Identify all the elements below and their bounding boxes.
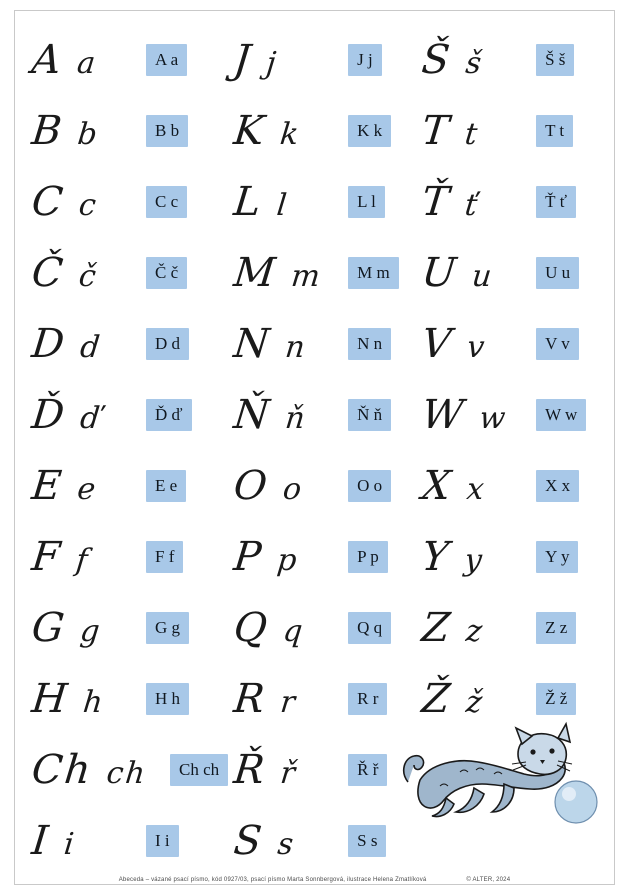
cursive-lowercase: i: [62, 826, 78, 862]
letter-cell: [228, 237, 416, 308]
print-letter-chip: G g: [146, 612, 189, 644]
print-letter-chip: T t: [536, 115, 573, 147]
cursive-lowercase: ď: [78, 400, 104, 436]
print-letter-chip: Ž ž: [536, 683, 576, 715]
cursive-lowercase: y: [462, 542, 486, 578]
cursive-lowercase: q: [281, 613, 307, 649]
print-letter-chip: C c: [146, 186, 187, 218]
cursive-uppercase: O: [231, 462, 272, 509]
cursive-uppercase: Ď: [29, 391, 69, 438]
print-letter-chip: S s: [348, 825, 386, 857]
cursive-lowercase: w: [477, 400, 510, 436]
cursive-lowercase: g: [78, 613, 104, 649]
print-letter-chip: B b: [146, 115, 188, 147]
letter-cell: [26, 805, 228, 876]
cursive-uppercase: R: [231, 675, 269, 722]
cursive-lowercase: a: [75, 45, 99, 81]
cursive-letter: [419, 178, 528, 225]
cursive-letter: [419, 107, 528, 154]
cursive-letter: [29, 746, 162, 793]
cursive-letter: [29, 604, 138, 651]
cursive-letter: [419, 36, 528, 83]
cursive-letter: [231, 391, 340, 438]
letter-cell: [26, 663, 228, 734]
cursive-uppercase: T: [419, 107, 454, 154]
cursive-lowercase: s: [276, 826, 298, 862]
print-letter-chip: K k: [348, 115, 391, 147]
cursive-lowercase: v: [465, 329, 489, 365]
cursive-letter: [231, 107, 340, 154]
letter-cell: [26, 166, 228, 237]
cursive-letter: [419, 462, 528, 509]
letter-cell: [228, 24, 416, 95]
cat-with-ball-illustration: [400, 718, 600, 828]
cursive-letter: [29, 533, 138, 580]
cursive-uppercase: K: [231, 107, 269, 154]
print-letter-chip: X x: [536, 470, 579, 502]
cursive-letter: [231, 817, 340, 864]
print-letter-chip: Ch ch: [170, 754, 228, 786]
cursive-uppercase: N: [231, 320, 274, 367]
print-letter-chip: P p: [348, 541, 388, 573]
cursive-lowercase: k: [278, 116, 303, 152]
cursive-lowercase: t: [463, 116, 482, 152]
letter-cell: [416, 379, 604, 450]
letter-cell: [228, 379, 416, 450]
letter-cell: [228, 166, 416, 237]
cursive-letter: [231, 746, 340, 793]
cursive-lowercase: č: [77, 258, 100, 294]
letter-cell: [416, 450, 604, 521]
cursive-letter: [29, 249, 138, 296]
print-letter-chip: Ď ď: [146, 399, 192, 431]
cursive-uppercase: F: [29, 533, 65, 580]
cursive-letter: [29, 36, 138, 83]
letter-cell: [26, 592, 228, 663]
cursive-uppercase: S: [231, 817, 266, 864]
cursive-letter: [29, 817, 138, 864]
print-letter-chip: Y y: [536, 541, 578, 573]
cursive-lowercase: m: [289, 258, 324, 294]
cursive-lowercase: ch: [104, 755, 149, 791]
cursive-letter: [29, 391, 138, 438]
cursive-uppercase: W: [419, 391, 468, 438]
cursive-uppercase: X: [419, 462, 455, 509]
print-letter-chip: L l: [348, 186, 385, 218]
letter-cell: [416, 308, 604, 379]
cursive-lowercase: b: [75, 116, 101, 152]
cursive-uppercase: Ř: [231, 746, 269, 793]
cursive-letter: [231, 604, 340, 651]
poster-footer: [0, 877, 629, 883]
letter-cell: [228, 95, 416, 166]
cursive-uppercase: V: [419, 320, 456, 367]
print-letter-chip: A a: [146, 44, 187, 76]
cursive-uppercase: Ť: [419, 178, 454, 225]
print-letter-chip: Š š: [536, 44, 574, 76]
letter-cell: [26, 521, 228, 592]
cursive-letter: [419, 320, 528, 367]
cursive-uppercase: Z: [419, 604, 455, 651]
print-letter-chip: H h: [146, 683, 189, 715]
letter-cell: [416, 95, 604, 166]
letter-cell: [228, 734, 416, 805]
print-letter-chip: R r: [348, 683, 387, 715]
cursive-uppercase: Y: [419, 533, 453, 580]
cursive-lowercase: c: [77, 187, 100, 223]
letter-cell: [26, 450, 228, 521]
letter-cell: [416, 237, 604, 308]
letter-cell: [416, 521, 604, 592]
cursive-lowercase: š: [463, 45, 486, 81]
letter-cell: [26, 308, 228, 379]
cursive-uppercase: Č: [29, 249, 68, 296]
footer-credit: Abeceda – vázané psací písmo, kód 0927/03, psací písmo Marta Sonnbergová, ilustrace Helena Zmatlíková: [118, 877, 427, 883]
letter-cell: [228, 592, 416, 663]
cursive-uppercase: Ž: [419, 675, 455, 722]
print-letter-chip: J j: [348, 44, 382, 76]
cursive-lowercase: p: [275, 542, 301, 578]
print-letter-chip: I i: [146, 825, 179, 857]
letter-cell: [416, 24, 604, 95]
cursive-lowercase: o: [281, 471, 306, 507]
letter-cell: [26, 379, 228, 450]
print-letter-chip: V v: [536, 328, 579, 360]
print-letter-chip: E e: [146, 470, 186, 502]
print-letter-chip: Z z: [536, 612, 576, 644]
cursive-lowercase: ž: [464, 684, 486, 720]
cursive-letter: [419, 533, 528, 580]
cursive-lowercase: f: [74, 542, 92, 578]
cursive-letter: [419, 604, 528, 651]
cursive-lowercase: ť: [463, 187, 482, 223]
print-letter-chip: M m: [348, 257, 399, 289]
cursive-letter: [231, 178, 340, 225]
cursive-uppercase: H: [29, 675, 72, 722]
cursive-uppercase: J: [231, 36, 255, 83]
cursive-lowercase: e: [75, 471, 100, 507]
cursive-lowercase: h: [81, 684, 107, 720]
cursive-letter: [231, 675, 340, 722]
cursive-letter: [29, 178, 138, 225]
cursive-lowercase: z: [464, 613, 486, 649]
footer-copyright: © ALTER, 2024: [466, 877, 511, 883]
cursive-lowercase: n: [283, 329, 309, 365]
cursive-lowercase: d: [78, 329, 104, 365]
letter-cell: [26, 237, 228, 308]
cursive-letter: [231, 462, 340, 509]
cursive-letter: [419, 249, 528, 296]
letter-cell: [228, 450, 416, 521]
cursive-letter: [29, 462, 138, 509]
cursive-uppercase: B: [29, 107, 66, 154]
cursive-letter: [29, 675, 138, 722]
letter-cell: [228, 308, 416, 379]
cursive-lowercase: ř: [278, 755, 299, 791]
cursive-uppercase: Š: [419, 36, 454, 83]
print-letter-chip: Ť ť: [536, 186, 576, 218]
cursive-uppercase: E: [29, 462, 66, 509]
cursive-lowercase: u: [470, 258, 496, 294]
print-letter-chip: F f: [146, 541, 183, 573]
cursive-lowercase: r: [278, 684, 299, 720]
cursive-letter: [231, 249, 340, 296]
print-letter-chip: N n: [348, 328, 391, 360]
cursive-uppercase: U: [419, 249, 461, 296]
cursive-lowercase: l: [275, 187, 291, 223]
cursive-uppercase: I: [29, 817, 53, 864]
cursive-letter: [231, 36, 340, 83]
cursive-letter: [419, 391, 528, 438]
cursive-letter: [29, 107, 138, 154]
cursive-uppercase: G: [29, 604, 69, 651]
cursive-letter: [419, 675, 528, 722]
print-letter-chip: Ř ř: [348, 754, 387, 786]
print-letter-chip: O o: [348, 470, 391, 502]
cursive-uppercase: D: [29, 320, 69, 367]
letter-cell: [26, 24, 228, 95]
print-letter-chip: D d: [146, 328, 189, 360]
print-letter-chip: Č č: [146, 257, 187, 289]
letter-cell: [416, 166, 604, 237]
print-letter-chip: W w: [536, 399, 586, 431]
print-letter-chip: U u: [536, 257, 579, 289]
letter-cell: [26, 734, 228, 805]
cursive-uppercase: P: [231, 533, 266, 580]
letter-cell: [228, 663, 416, 734]
print-letter-chip: Q q: [348, 612, 391, 644]
cursive-letter: [29, 320, 138, 367]
letter-cell: [228, 805, 416, 876]
letter-cell: [416, 592, 604, 663]
cursive-uppercase: L: [231, 178, 266, 225]
cursive-letter: [231, 320, 340, 367]
cursive-uppercase: Q: [231, 604, 272, 651]
cursive-uppercase: Ň: [231, 391, 274, 438]
letter-cell: [26, 95, 228, 166]
cursive-uppercase: C: [29, 178, 68, 225]
cursive-lowercase: x: [465, 471, 488, 507]
cursive-letter: [231, 533, 340, 580]
cursive-lowercase: j: [264, 45, 280, 81]
print-letter-chip: Ň ň: [348, 399, 391, 431]
letter-cell: [228, 521, 416, 592]
cursive-uppercase: M: [231, 249, 280, 296]
cursive-uppercase: A: [29, 36, 66, 83]
cursive-lowercase: ň: [283, 400, 309, 436]
cursive-uppercase: Ch: [29, 746, 95, 793]
